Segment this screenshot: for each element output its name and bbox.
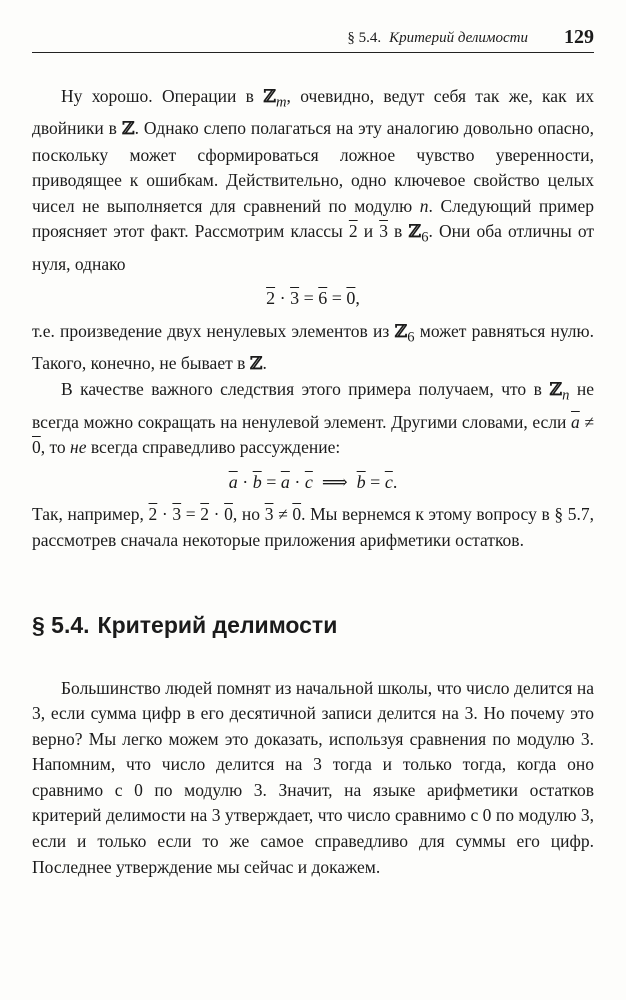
paragraph-3 [32, 377, 594, 460]
math-operator: ≠ [579, 411, 594, 432]
math-class: $\overline{b}$ [252, 471, 262, 492]
text: . Однако слепо полагаться на эту аналогию довольно опасно, поскольку может сформироваться ложное чувство уверенности, приводящее к ошибкам. Действительно, одно ключевое свойство целых чисел не выполняется для сравнений по модулю [32, 118, 594, 216]
text: , очевидно, ведут себя так же, как их двойники в [32, 86, 594, 139]
math-class: 3 [172, 504, 182, 525]
math-symbol: ℤ [121, 119, 135, 140]
math-operator: · [237, 471, 253, 492]
text: . [262, 352, 267, 373]
section-number: § 5.4. [32, 611, 90, 638]
math-symbol: ℤ [249, 353, 263, 374]
text: может равняться нулю. Такого, конечно, не бывает в [32, 320, 594, 373]
equation-1 [32, 286, 594, 312]
section-heading [32, 610, 594, 640]
math-operator: ≠ [273, 504, 293, 525]
math-operator: ⟹ [312, 471, 357, 492]
math-operator: = [181, 504, 201, 525]
math-punctuation: , [355, 288, 360, 309]
math-class: 3 [290, 288, 300, 309]
math-class: $\overline{a}$ [571, 411, 580, 432]
math-class: $\overline{b}$ [356, 471, 366, 492]
math-subscript: n [562, 387, 570, 404]
math-class: 2 [348, 221, 358, 242]
math-class: 3 [379, 221, 388, 242]
math-subscript: 6 [407, 329, 415, 346]
text: . Мы вернемся к этому вопросу в § 5.7, рассмотрев сначала некоторые приложения арифметики остатков. [32, 504, 595, 550]
math-operator: = [299, 288, 319, 309]
paragraph-4 [32, 502, 594, 553]
math-symbol: ℤ [394, 321, 408, 342]
math-class: $\overline{c}$ [384, 471, 393, 492]
math-operator: · [275, 288, 291, 309]
math-class: 0 [292, 504, 302, 525]
text: т.е. произведение двух ненулевых элементов из [32, 320, 395, 341]
running-head [32, 26, 594, 53]
math-subscript: 6 [421, 229, 429, 246]
math-class: 2 [148, 504, 158, 525]
text: , но [232, 504, 265, 525]
text: и [357, 221, 380, 242]
math-class: 2 [266, 288, 276, 309]
math-class: 2 [200, 504, 210, 525]
math-class: 6 [318, 288, 328, 309]
text: . Они оба отличны от нуля, однако [32, 221, 594, 274]
paragraph-1 [32, 84, 594, 277]
math-operator: = [327, 288, 347, 309]
math-operator: = [261, 471, 281, 492]
text: всегда справедливо рассуждение: [86, 437, 341, 458]
page-number: 129 [564, 26, 594, 48]
math-class: 0 [224, 504, 233, 525]
page-body [32, 84, 594, 880]
text: Ну хорошо. Операции в [61, 86, 264, 106]
running-head-title [347, 30, 528, 47]
math-operator: · [289, 471, 305, 492]
math-class: 3 [264, 504, 274, 525]
math-punctuation: . [392, 471, 398, 492]
paragraph-5: Большинство людей помнят из начальной школы, что число делится на 3, если сумма цифр в его десятичной записи делится на 3. Но почему это верно? Мы легко можем это доказать, используя сравнения по модулю 3. Напомним, что число делится на 3 тогда и только тогда, когда оно сравнимо с 0 по модулю 3. Значит, на языке арифметики остатков критерий делимости на 3 утверждает, что число сравнимо с 0 по модулю 3, если и только если то же самое справедливо для суммы его цифр. Последнее утверждение мы сейчас и докажем. [32, 677, 594, 877]
text: . Следующий пример проясняет этот факт. Рассмотрим классы [32, 195, 594, 242]
running-head-section-number: § 5.4. [347, 30, 382, 46]
paragraph-2 [32, 319, 594, 378]
section-title: Критерий делимости [97, 611, 338, 638]
math-subscript: m [276, 94, 287, 111]
text: Так, например, [32, 504, 149, 525]
math-operator: = [365, 471, 385, 492]
math-class: 0 [346, 288, 356, 309]
emphasis: не [70, 437, 87, 458]
math-symbol: ℤ [549, 380, 563, 401]
math-class: $\overline{a}$ [228, 471, 238, 492]
math-class: $\overline{c}$ [304, 471, 313, 492]
math-symbol: ℤ [408, 222, 422, 243]
math-symbol: ℤ [263, 87, 276, 107]
running-head-section-title: Критерий делимости [389, 30, 528, 46]
math-variable: n [419, 195, 429, 216]
math-class: 0 [32, 437, 41, 458]
text: не всегда можно сокращать на ненулевой элемент. Другими словами, если [32, 379, 594, 432]
math-operator: · [157, 504, 173, 525]
text: В качестве важного следствия этого примера получаем, что в [61, 379, 550, 400]
equation-2 [32, 470, 594, 496]
math-operator: · [209, 504, 225, 525]
text: в [387, 221, 409, 242]
math-class: $\overline{a}$ [280, 471, 290, 492]
text: , то [40, 437, 71, 458]
